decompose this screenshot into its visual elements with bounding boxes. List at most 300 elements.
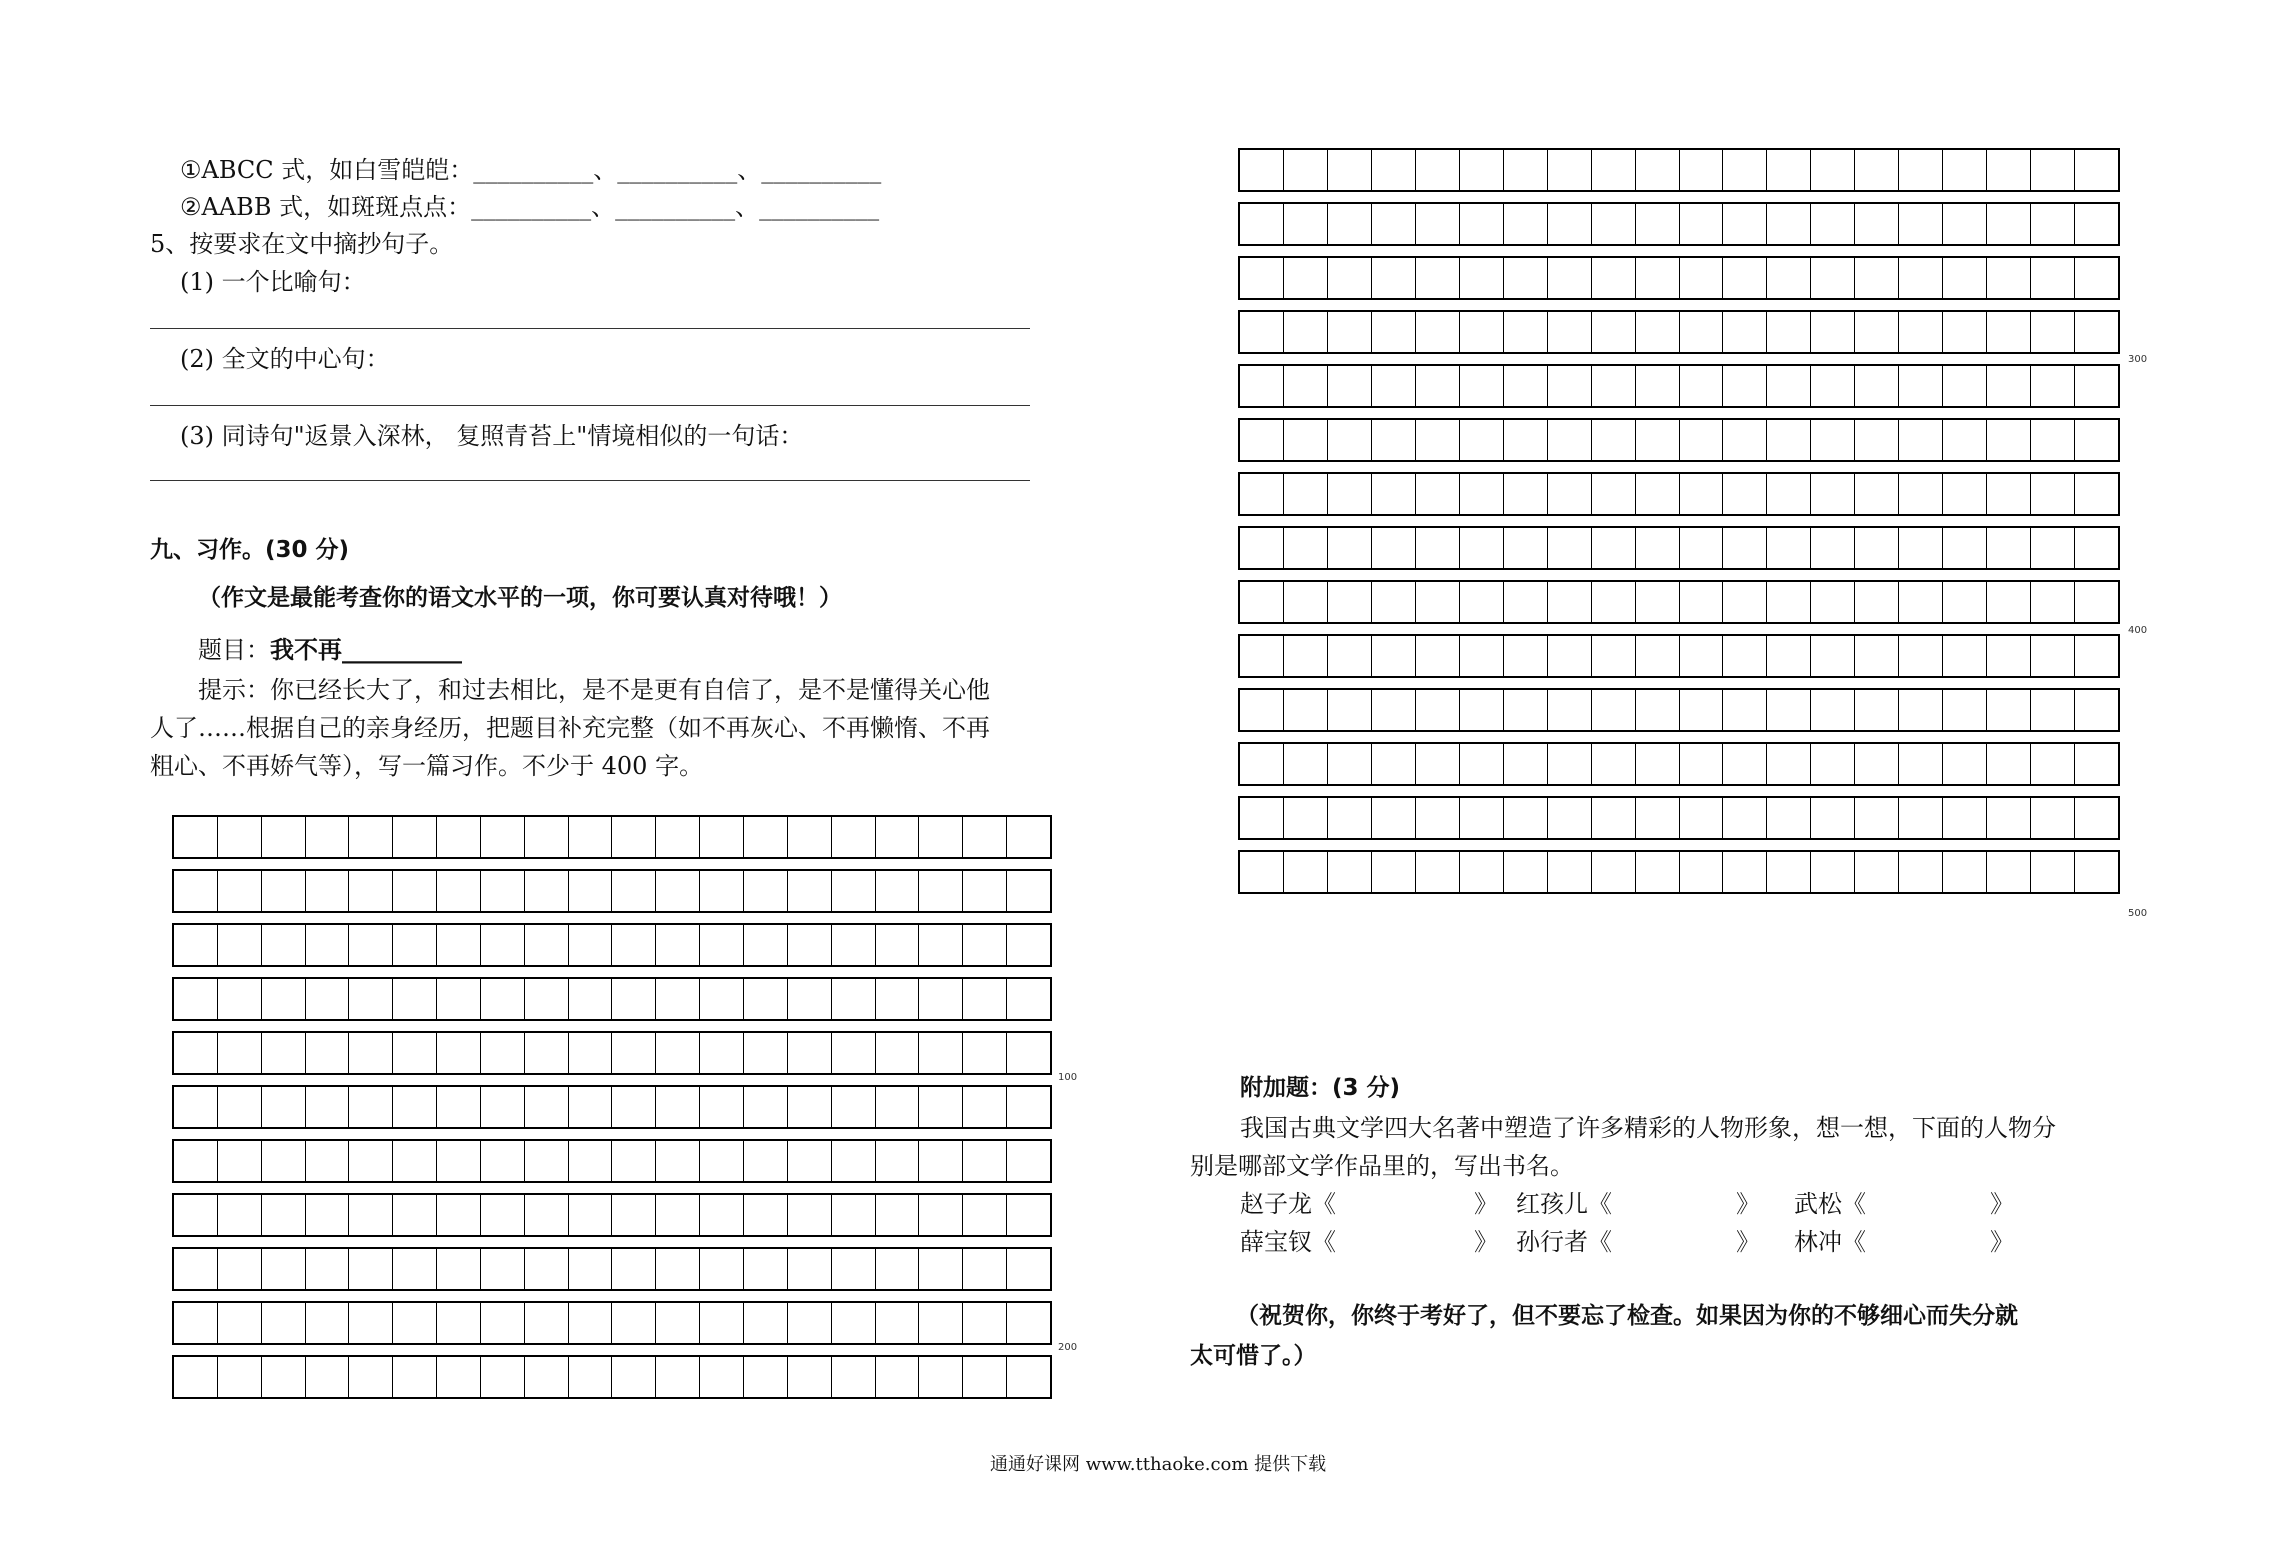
grid-cell[interactable] xyxy=(700,1033,744,1073)
grid-cell[interactable] xyxy=(700,1141,744,1181)
grid-cell[interactable] xyxy=(218,871,262,911)
grid-cell[interactable] xyxy=(1240,366,1284,406)
grid-cell[interactable] xyxy=(1899,366,1943,406)
grid-cell[interactable] xyxy=(218,1195,262,1235)
grid-cell[interactable] xyxy=(1460,474,1504,514)
grid-cell[interactable] xyxy=(1284,852,1328,892)
grid-cell[interactable] xyxy=(656,979,700,1019)
grid-cell[interactable] xyxy=(1007,1249,1050,1289)
grid-cell[interactable] xyxy=(919,1195,963,1235)
grid-cell[interactable] xyxy=(481,1357,525,1397)
grid-cell[interactable] xyxy=(393,817,437,857)
grid-cell[interactable] xyxy=(1855,636,1899,676)
grid-cell[interactable] xyxy=(1680,312,1724,352)
grid-cell[interactable] xyxy=(1284,582,1328,622)
grid-cell[interactable] xyxy=(1680,150,1724,190)
grid-cell[interactable] xyxy=(1943,744,1987,784)
grid-cell[interactable] xyxy=(656,1195,700,1235)
grid-cell[interactable] xyxy=(612,925,656,965)
grid-cell[interactable] xyxy=(437,979,481,1019)
grid-cell[interactable] xyxy=(1007,979,1050,1019)
grid-cell[interactable] xyxy=(525,1195,569,1235)
grid-cell[interactable] xyxy=(1592,798,1636,838)
grid-cell[interactable] xyxy=(1548,150,1592,190)
grid-cell[interactable] xyxy=(569,1249,613,1289)
grid-cell[interactable] xyxy=(612,1195,656,1235)
grid-cell[interactable] xyxy=(1592,852,1636,892)
grid-cell[interactable] xyxy=(876,817,920,857)
grid-cell[interactable] xyxy=(1460,744,1504,784)
grid-cell[interactable] xyxy=(2075,474,2118,514)
grid-cell[interactable] xyxy=(569,817,613,857)
grid-cell[interactable] xyxy=(1284,744,1328,784)
grid-cell[interactable] xyxy=(744,871,788,911)
grid-cell[interactable] xyxy=(2031,366,2075,406)
grid-cell[interactable] xyxy=(919,1303,963,1343)
grid-cell[interactable] xyxy=(1284,258,1328,298)
grid-cell[interactable] xyxy=(1460,852,1504,892)
answer-line-3[interactable] xyxy=(150,480,1030,481)
grid-cell[interactable] xyxy=(1767,312,1811,352)
grid-cell[interactable] xyxy=(1416,744,1460,784)
grid-cell[interactable] xyxy=(612,1087,656,1127)
grid-cell[interactable] xyxy=(1987,582,2031,622)
grid-cell[interactable] xyxy=(569,1141,613,1181)
grid-cell[interactable] xyxy=(1855,258,1899,298)
grid-cell[interactable] xyxy=(1007,871,1050,911)
grid-cell[interactable] xyxy=(349,1303,393,1343)
grid-cell[interactable] xyxy=(1240,636,1284,676)
grid-cell[interactable] xyxy=(437,1033,481,1073)
grid-cell[interactable] xyxy=(1416,420,1460,460)
grid-cell[interactable] xyxy=(525,1087,569,1127)
grid-cell[interactable] xyxy=(963,1195,1007,1235)
grid-cell[interactable] xyxy=(963,871,1007,911)
grid-cell[interactable] xyxy=(1284,474,1328,514)
grid-cell[interactable] xyxy=(1680,690,1724,730)
grid-cell[interactable] xyxy=(1592,690,1636,730)
grid-cell[interactable] xyxy=(1680,528,1724,568)
grid-cell[interactable] xyxy=(876,1087,920,1127)
grid-cell[interactable] xyxy=(1548,474,1592,514)
grid-cell[interactable] xyxy=(1855,744,1899,784)
grid-cell[interactable] xyxy=(569,1195,613,1235)
grid-cell[interactable] xyxy=(218,979,262,1019)
grid-cell[interactable] xyxy=(919,1249,963,1289)
grid-cell[interactable] xyxy=(1592,366,1636,406)
grid-cell[interactable] xyxy=(1943,852,1987,892)
grid-cell[interactable] xyxy=(919,1033,963,1073)
grid-cell[interactable] xyxy=(1987,312,2031,352)
grid-cell[interactable] xyxy=(700,1249,744,1289)
grid-cell[interactable] xyxy=(612,871,656,911)
grid-cell[interactable] xyxy=(1416,312,1460,352)
grid-cell[interactable] xyxy=(1987,528,2031,568)
grid-cell[interactable] xyxy=(744,1033,788,1073)
grid-cell[interactable] xyxy=(174,1357,218,1397)
grid-cell[interactable] xyxy=(788,817,832,857)
grid-cell[interactable] xyxy=(1723,312,1767,352)
grid-cell[interactable] xyxy=(963,1249,1007,1289)
grid-cell[interactable] xyxy=(525,925,569,965)
grid-cell[interactable] xyxy=(1284,798,1328,838)
grid-cell[interactable] xyxy=(1767,528,1811,568)
grid-cell[interactable] xyxy=(1007,925,1050,965)
grid-cell[interactable] xyxy=(1811,528,1855,568)
grid-cell[interactable] xyxy=(963,817,1007,857)
grid-cell[interactable] xyxy=(963,979,1007,1019)
grid-cell[interactable] xyxy=(1855,150,1899,190)
grid-cell[interactable] xyxy=(1899,528,1943,568)
grid-cell[interactable] xyxy=(262,925,306,965)
grid-cell[interactable] xyxy=(1592,744,1636,784)
grid-cell[interactable] xyxy=(1548,312,1592,352)
grid-cell[interactable] xyxy=(1284,204,1328,244)
grid-cell[interactable] xyxy=(1240,150,1284,190)
grid-cell[interactable] xyxy=(569,1033,613,1073)
grid-cell[interactable] xyxy=(1007,1303,1050,1343)
grid-cell[interactable] xyxy=(2031,312,2075,352)
grid-cell[interactable] xyxy=(1372,690,1416,730)
grid-cell[interactable] xyxy=(1811,312,1855,352)
grid-cell[interactable] xyxy=(1943,528,1987,568)
grid-cell[interactable] xyxy=(481,1087,525,1127)
grid-cell[interactable] xyxy=(1680,798,1724,838)
grid-cell[interactable] xyxy=(1723,528,1767,568)
grid-cell[interactable] xyxy=(2075,636,2118,676)
grid-cell[interactable] xyxy=(1548,204,1592,244)
grid-cell[interactable] xyxy=(569,925,613,965)
grid-cell[interactable] xyxy=(1504,690,1548,730)
grid-cell[interactable] xyxy=(2075,852,2118,892)
grid-cell[interactable] xyxy=(1811,690,1855,730)
grid-cell[interactable] xyxy=(1592,312,1636,352)
grid-cell[interactable] xyxy=(876,871,920,911)
grid-cell[interactable] xyxy=(525,1303,569,1343)
grid-cell[interactable] xyxy=(1767,366,1811,406)
grid-cell[interactable] xyxy=(437,925,481,965)
grid-cell[interactable] xyxy=(1636,204,1680,244)
grid-cell[interactable] xyxy=(349,1033,393,1073)
grid-cell[interactable] xyxy=(1987,474,2031,514)
grid-cell[interactable] xyxy=(218,1141,262,1181)
grid-cell[interactable] xyxy=(1328,852,1372,892)
grid-cell[interactable] xyxy=(656,1357,700,1397)
grid-cell[interactable] xyxy=(1460,204,1504,244)
grid-cell[interactable] xyxy=(1416,204,1460,244)
grid-cell[interactable] xyxy=(1899,474,1943,514)
grid-cell[interactable] xyxy=(656,1249,700,1289)
grid-cell[interactable] xyxy=(876,979,920,1019)
grid-cell[interactable] xyxy=(1504,852,1548,892)
grid-cell[interactable] xyxy=(349,925,393,965)
grid-cell[interactable] xyxy=(1460,582,1504,622)
grid-cell[interactable] xyxy=(1767,798,1811,838)
grid-cell[interactable] xyxy=(1811,582,1855,622)
grid-cell[interactable] xyxy=(1284,366,1328,406)
grid-cell[interactable] xyxy=(218,817,262,857)
grid-cell[interactable] xyxy=(1548,366,1592,406)
grid-cell[interactable] xyxy=(1987,744,2031,784)
grid-cell[interactable] xyxy=(832,1303,876,1343)
grid-cell[interactable] xyxy=(2075,744,2118,784)
grid-cell[interactable] xyxy=(569,979,613,1019)
grid-cell[interactable] xyxy=(1943,690,1987,730)
grid-cell[interactable] xyxy=(2075,366,2118,406)
grid-cell[interactable] xyxy=(1899,420,1943,460)
grid-cell[interactable] xyxy=(2075,690,2118,730)
grid-cell[interactable] xyxy=(1855,798,1899,838)
grid-cell[interactable] xyxy=(1680,474,1724,514)
grid-cell[interactable] xyxy=(174,1087,218,1127)
grid-cell[interactable] xyxy=(306,1087,350,1127)
grid-cell[interactable] xyxy=(1723,420,1767,460)
grid-cell[interactable] xyxy=(2075,258,2118,298)
grid-cell[interactable] xyxy=(788,925,832,965)
grid-cell[interactable] xyxy=(481,979,525,1019)
grid-cell[interactable] xyxy=(1811,150,1855,190)
grid-cell[interactable] xyxy=(788,1249,832,1289)
grid-cell[interactable] xyxy=(306,1141,350,1181)
grid-cell[interactable] xyxy=(306,1249,350,1289)
grid-cell[interactable] xyxy=(1504,150,1548,190)
grid-cell[interactable] xyxy=(1416,852,1460,892)
grid-cell[interactable] xyxy=(437,1195,481,1235)
grid-cell[interactable] xyxy=(349,1249,393,1289)
grid-cell[interactable] xyxy=(1460,258,1504,298)
grid-cell[interactable] xyxy=(393,1033,437,1073)
grid-cell[interactable] xyxy=(393,1357,437,1397)
grid-cell[interactable] xyxy=(700,1357,744,1397)
grid-cell[interactable] xyxy=(1767,582,1811,622)
grid-cell[interactable] xyxy=(1636,474,1680,514)
grid-cell[interactable] xyxy=(744,925,788,965)
grid-cell[interactable] xyxy=(612,817,656,857)
grid-cell[interactable] xyxy=(1284,420,1328,460)
grid-cell[interactable] xyxy=(437,1249,481,1289)
grid-cell[interactable] xyxy=(788,1087,832,1127)
grid-cell[interactable] xyxy=(1987,798,2031,838)
grid-cell[interactable] xyxy=(1504,312,1548,352)
grid-cell[interactable] xyxy=(1811,798,1855,838)
grid-cell[interactable] xyxy=(788,979,832,1019)
grid-cell[interactable] xyxy=(306,817,350,857)
grid-cell[interactable] xyxy=(1767,258,1811,298)
grid-cell[interactable] xyxy=(1636,528,1680,568)
grid-cell[interactable] xyxy=(612,1033,656,1073)
grid-cell[interactable] xyxy=(1504,366,1548,406)
grid-cell[interactable] xyxy=(1899,690,1943,730)
grid-cell[interactable] xyxy=(744,1357,788,1397)
grid-cell[interactable] xyxy=(1636,636,1680,676)
grid-cell[interactable] xyxy=(1899,258,1943,298)
grid-cell[interactable] xyxy=(437,1141,481,1181)
grid-cell[interactable] xyxy=(2031,204,2075,244)
grid-cell[interactable] xyxy=(1284,312,1328,352)
grid-cell[interactable] xyxy=(569,1303,613,1343)
answer-line-1[interactable] xyxy=(150,328,1030,329)
grid-cell[interactable] xyxy=(1636,366,1680,406)
grid-cell[interactable] xyxy=(1680,204,1724,244)
grid-cell[interactable] xyxy=(612,979,656,1019)
grid-cell[interactable] xyxy=(1240,474,1284,514)
grid-cell[interactable] xyxy=(1372,798,1416,838)
grid-cell[interactable] xyxy=(1328,528,1372,568)
grid-cell[interactable] xyxy=(1680,420,1724,460)
grid-cell[interactable] xyxy=(174,1033,218,1073)
grid-cell[interactable] xyxy=(174,1195,218,1235)
grid-cell[interactable] xyxy=(218,925,262,965)
grid-cell[interactable] xyxy=(1636,312,1680,352)
grid-cell[interactable] xyxy=(306,925,350,965)
grid-cell[interactable] xyxy=(1899,798,1943,838)
grid-cell[interactable] xyxy=(262,817,306,857)
grid-cell[interactable] xyxy=(1372,582,1416,622)
grid-cell[interactable] xyxy=(1416,474,1460,514)
grid-cell[interactable] xyxy=(437,1303,481,1343)
grid-cell[interactable] xyxy=(1680,744,1724,784)
grid-cell[interactable] xyxy=(1240,852,1284,892)
grid-cell[interactable] xyxy=(2075,528,2118,568)
grid-cell[interactable] xyxy=(1007,1087,1050,1127)
grid-cell[interactable] xyxy=(393,925,437,965)
grid-cell[interactable] xyxy=(2031,582,2075,622)
grid-cell[interactable] xyxy=(1636,582,1680,622)
grid-cell[interactable] xyxy=(1723,366,1767,406)
grid-cell[interactable] xyxy=(1811,204,1855,244)
grid-cell[interactable] xyxy=(612,1303,656,1343)
grid-cell[interactable] xyxy=(744,1303,788,1343)
grid-cell[interactable] xyxy=(525,817,569,857)
grid-cell[interactable] xyxy=(218,1033,262,1073)
grid-cell[interactable] xyxy=(1548,258,1592,298)
grid-cell[interactable] xyxy=(1723,258,1767,298)
grid-cell[interactable] xyxy=(1811,366,1855,406)
grid-cell[interactable] xyxy=(963,1033,1007,1073)
grid-cell[interactable] xyxy=(2075,312,2118,352)
grid-cell[interactable] xyxy=(1899,852,1943,892)
grid-cell[interactable] xyxy=(1767,204,1811,244)
grid-cell[interactable] xyxy=(963,925,1007,965)
grid-cell[interactable] xyxy=(1767,636,1811,676)
grid-cell[interactable] xyxy=(1987,366,2031,406)
grid-cell[interactable] xyxy=(1372,474,1416,514)
grid-cell[interactable] xyxy=(1636,744,1680,784)
grid-cell[interactable] xyxy=(1723,744,1767,784)
grid-cell[interactable] xyxy=(349,1357,393,1397)
grid-cell[interactable] xyxy=(788,871,832,911)
grid-cell[interactable] xyxy=(1987,258,2031,298)
grid-cell[interactable] xyxy=(832,817,876,857)
grid-cell[interactable] xyxy=(1416,582,1460,622)
grid-cell[interactable] xyxy=(919,817,963,857)
grid-cell[interactable] xyxy=(262,1195,306,1235)
answer-line-2[interactable] xyxy=(150,405,1030,406)
grid-cell[interactable] xyxy=(876,925,920,965)
grid-cell[interactable] xyxy=(1767,474,1811,514)
grid-cell[interactable] xyxy=(1372,852,1416,892)
footer-credit[interactable]: 通通好课网 www.tthaoke.com 提供下载 xyxy=(990,1454,1327,1475)
grid-cell[interactable] xyxy=(1592,636,1636,676)
grid-cell[interactable] xyxy=(1548,690,1592,730)
grid-cell[interactable] xyxy=(1767,690,1811,730)
grid-cell[interactable] xyxy=(1592,528,1636,568)
grid-cell[interactable] xyxy=(525,1033,569,1073)
grid-cell[interactable] xyxy=(174,925,218,965)
grid-cell[interactable] xyxy=(1504,258,1548,298)
grid-cell[interactable] xyxy=(2031,258,2075,298)
grid-cell[interactable] xyxy=(700,1303,744,1343)
grid-cell[interactable] xyxy=(218,1357,262,1397)
grid-cell[interactable] xyxy=(1943,420,1987,460)
grid-cell[interactable] xyxy=(1855,582,1899,622)
grid-cell[interactable] xyxy=(218,1249,262,1289)
grid-cell[interactable] xyxy=(1899,312,1943,352)
grid-cell[interactable] xyxy=(393,871,437,911)
grid-cell[interactable] xyxy=(1855,312,1899,352)
grid-cell[interactable] xyxy=(1943,150,1987,190)
grid-cell[interactable] xyxy=(1855,690,1899,730)
grid-cell[interactable] xyxy=(1723,150,1767,190)
grid-cell[interactable] xyxy=(788,1033,832,1073)
grid-cell[interactable] xyxy=(174,817,218,857)
grid-cell[interactable] xyxy=(1460,312,1504,352)
grid-cell[interactable] xyxy=(481,925,525,965)
grid-cell[interactable] xyxy=(393,1141,437,1181)
grid-cell[interactable] xyxy=(174,1303,218,1343)
grid-cell[interactable] xyxy=(1636,798,1680,838)
grid-cell[interactable] xyxy=(1416,366,1460,406)
grid-cell[interactable] xyxy=(1943,258,1987,298)
grid-cell[interactable] xyxy=(1328,420,1372,460)
grid-cell[interactable] xyxy=(919,979,963,1019)
grid-cell[interactable] xyxy=(1680,636,1724,676)
grid-cell[interactable] xyxy=(963,1303,1007,1343)
grid-cell[interactable] xyxy=(744,1087,788,1127)
grid-cell[interactable] xyxy=(1723,852,1767,892)
grid-cell[interactable] xyxy=(1284,636,1328,676)
grid-cell[interactable] xyxy=(1943,636,1987,676)
grid-cell[interactable] xyxy=(1636,420,1680,460)
grid-cell[interactable] xyxy=(2031,690,2075,730)
grid-cell[interactable] xyxy=(1767,744,1811,784)
grid-cell[interactable] xyxy=(218,1303,262,1343)
grid-cell[interactable] xyxy=(481,1249,525,1289)
grid-cell[interactable] xyxy=(525,1357,569,1397)
grid-cell[interactable] xyxy=(1284,690,1328,730)
grid-cell[interactable] xyxy=(174,1249,218,1289)
grid-cell[interactable] xyxy=(744,1141,788,1181)
grid-cell[interactable] xyxy=(700,1087,744,1127)
grid-cell[interactable] xyxy=(437,817,481,857)
grid-cell[interactable] xyxy=(1240,744,1284,784)
grid-cell[interactable] xyxy=(832,871,876,911)
grid-cell[interactable] xyxy=(1548,582,1592,622)
grid-cell[interactable] xyxy=(919,871,963,911)
grid-cell[interactable] xyxy=(1548,420,1592,460)
grid-cell[interactable] xyxy=(1504,204,1548,244)
grid-cell[interactable] xyxy=(1548,636,1592,676)
grid-cell[interactable] xyxy=(1987,420,2031,460)
grid-cell[interactable] xyxy=(656,925,700,965)
grid-cell[interactable] xyxy=(656,1033,700,1073)
grid-cell[interactable] xyxy=(2031,744,2075,784)
grid-cell[interactable] xyxy=(1723,474,1767,514)
grid-cell[interactable] xyxy=(1416,690,1460,730)
grid-cell[interactable] xyxy=(1240,258,1284,298)
grid-cell[interactable] xyxy=(1855,204,1899,244)
grid-cell[interactable] xyxy=(481,1303,525,1343)
